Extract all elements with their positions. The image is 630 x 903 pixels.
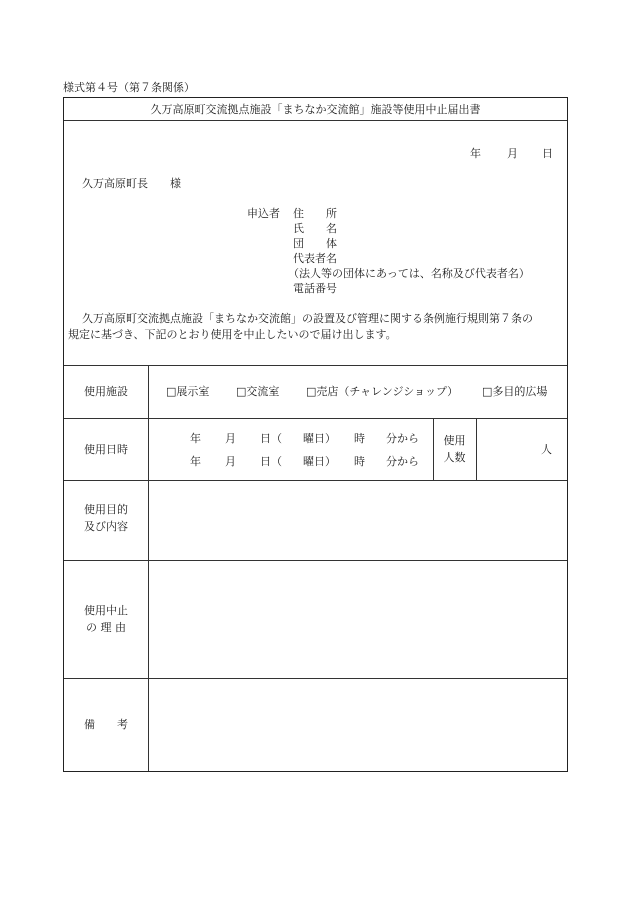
- applicant-rep-label: 代表者名: [293, 252, 337, 265]
- form-number: 様式第４号（第７条関係）: [63, 81, 195, 94]
- datetime-2-year: 年: [190, 455, 201, 468]
- reason-label-line-1: 使用中止: [84, 604, 128, 617]
- applicant-group-label: 団 体: [293, 237, 337, 250]
- applicant-note: （法人等の団体にあっては、名称及び代表者名）: [288, 267, 530, 280]
- grid-line: [64, 678, 567, 679]
- datetime-2-weekday: 曜日）: [303, 455, 336, 468]
- datetime-2-hour: 時: [354, 455, 365, 468]
- date-year: 年: [470, 147, 481, 160]
- datetime-2-month: 月: [225, 455, 236, 468]
- facility-option-exchange-room[interactable]: □交流室: [236, 385, 280, 398]
- title-divider: [64, 120, 567, 121]
- applicant-address-label: 住 所: [293, 207, 337, 220]
- grid-line: [64, 418, 567, 419]
- form-table: [63, 97, 568, 772]
- date-day: 日: [542, 147, 553, 160]
- people-label-divider-right: [476, 418, 477, 480]
- reason-label-line-2: の 理 由: [86, 621, 126, 634]
- datetime-1-minute: 分から: [386, 432, 419, 445]
- remarks-label: 備 考: [84, 718, 128, 731]
- people-count-label-line-2: 人数: [443, 451, 466, 464]
- reason-label: [64, 602, 148, 636]
- body-line-1: 久万高原町交流拠点施設「まちなか交流館」の設置及び管理に関する条例施行規則第７条の: [82, 312, 533, 325]
- datetime-label: 使用日時: [84, 443, 128, 456]
- datetime-1-day: 日（: [260, 432, 282, 445]
- datetime-2-minute: 分から: [386, 455, 419, 468]
- datetime-1-hour: 時: [354, 432, 365, 445]
- applicant-name-label: 氏 名: [293, 222, 337, 235]
- facility-option-exhibition[interactable]: □展示室: [166, 385, 210, 398]
- grid-line: [64, 480, 567, 481]
- datetime-1-month: 月: [225, 432, 236, 445]
- purpose-label-line-1: 使用目的: [84, 503, 128, 516]
- grid-line: [64, 365, 567, 366]
- people-count-label-line-1: 使用: [443, 434, 466, 447]
- grid-line: [64, 560, 567, 561]
- addressee: 久万高原町長 様: [82, 177, 181, 190]
- applicant-phone-label: 電話番号: [293, 282, 337, 295]
- facility-label: 使用施設: [84, 385, 128, 398]
- datetime-1-year: 年: [190, 432, 201, 445]
- body-line-2: 規定に基づき、下記のとおり使用を中止したいので届け出します。: [68, 328, 397, 341]
- purpose-label-line-2: 及び内容: [84, 520, 128, 533]
- facility-option-shop[interactable]: □売店（チャレンジショップ）: [306, 385, 459, 398]
- label-column-divider: [148, 365, 149, 771]
- date-month: 月: [507, 147, 518, 160]
- people-count-label: [433, 432, 476, 466]
- datetime-1-weekday: 曜日）: [303, 432, 336, 445]
- form-title: 久万高原町交流拠点施設「まちなか交流館」施設等使用中止届出書: [150, 103, 481, 116]
- datetime-2-day: 日（: [260, 455, 282, 468]
- applicant-label: 申込者: [247, 207, 280, 220]
- purpose-label: [64, 501, 148, 535]
- facility-option-plaza[interactable]: □多目的広場: [482, 385, 548, 398]
- people-count-unit: 人: [541, 443, 552, 456]
